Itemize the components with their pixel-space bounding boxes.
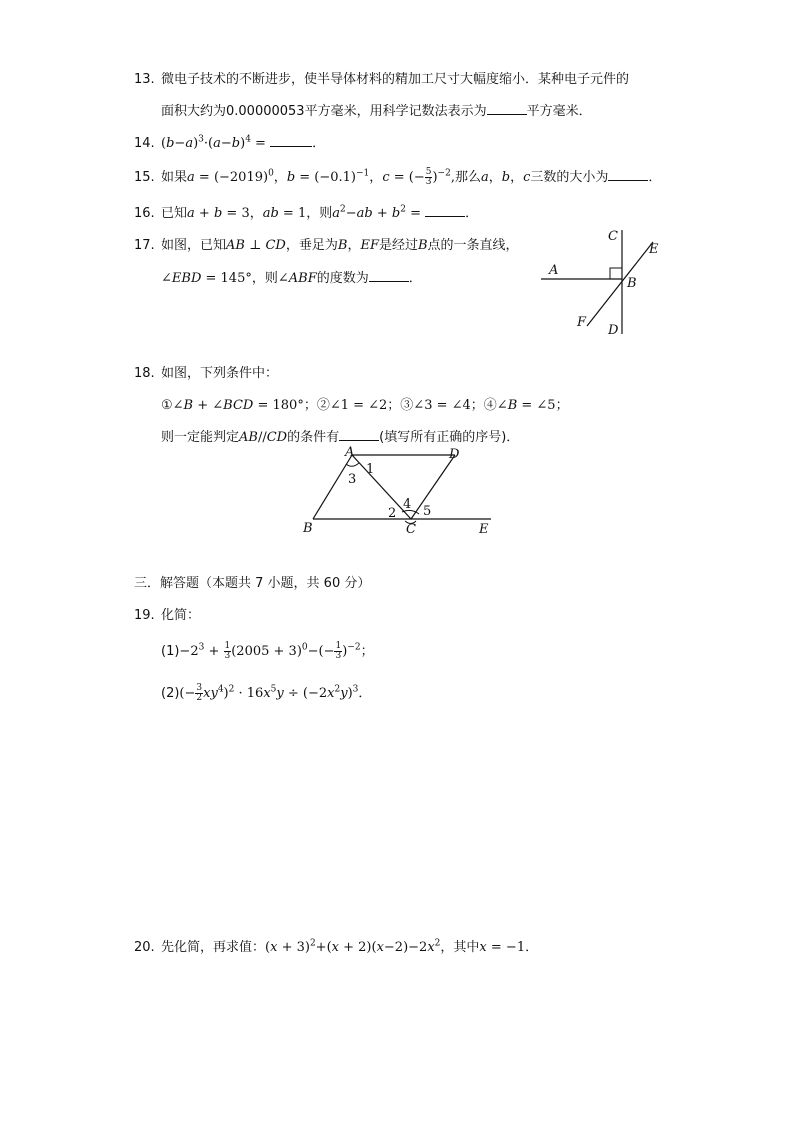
question-13 xyxy=(134,68,629,87)
label-B: B xyxy=(627,276,637,291)
angle-label-2: 2 xyxy=(388,506,397,521)
question-number: 14. xyxy=(134,136,155,151)
question-14: 14. $(b-a)^3\cdot(a-b)^4$ = ． xyxy=(134,134,326,151)
label-D: D xyxy=(449,447,460,462)
angle-label-3: 3 xyxy=(348,472,357,487)
question-text: 的度数为 xyxy=(316,271,369,286)
question-text: 面积大约为0.00000053平方毫米，用科学记数法表示为 xyxy=(161,104,487,119)
answer-blank[interactable] xyxy=(270,135,312,147)
answer-blank[interactable] xyxy=(369,270,409,282)
question-text: 那么 xyxy=(454,170,481,185)
question-number: 20. xyxy=(134,940,155,955)
formula: $(x + 3)^2+(x + 2)(x-2)-2x^2$， xyxy=(265,938,454,955)
question-text: 其中 xyxy=(453,940,480,955)
label-C: C xyxy=(608,229,618,244)
question-text: 微电子技术的不断进步，使半导体材料的精加工尺寸大幅度缩小．某种电子元件的 xyxy=(161,72,630,87)
figure-17 xyxy=(535,222,670,342)
formula: $a = (-2019)^0$，$b = (-0.1)^{-1}$，c = (− $\frac{5}{3}$ )$^{-2}$, xyxy=(187,167,455,187)
question-text: 点的一条直线， xyxy=(427,238,519,253)
label-A: A xyxy=(345,445,355,460)
question-number: 15. xyxy=(134,170,155,185)
answer-blank[interactable] xyxy=(425,205,465,217)
question-text: 已知 xyxy=(161,206,188,221)
question-text: 如图，已知 xyxy=(161,238,227,253)
question-text: 是经过 xyxy=(378,238,418,253)
question-text: 的条件有 xyxy=(287,430,340,445)
question-text: 则 xyxy=(319,206,333,221)
question-text: (填写所有正确的序号)． xyxy=(379,430,520,445)
question-text: 则一定能判定 xyxy=(161,430,240,445)
question-18-conditions: ①∠B + ∠BCD = 180°；②∠1 = ∠2；③∠3 = ∠4；④∠B = ∠5； xyxy=(161,398,569,413)
answer-blank[interactable] xyxy=(608,169,648,181)
part-label: (2) xyxy=(161,686,180,701)
question-text: 三数的大小为 xyxy=(530,170,609,185)
question-text: 先化简，再求值： xyxy=(161,940,266,955)
question-19-part1 xyxy=(161,640,374,661)
label-F: F xyxy=(577,315,587,330)
answer-blank[interactable] xyxy=(487,103,527,115)
label-C: C xyxy=(406,522,416,537)
answer-blank[interactable] xyxy=(339,429,379,441)
formula: a + b = 3，ab = 1， xyxy=(187,206,320,221)
label-B: B xyxy=(303,521,313,536)
question-15: 15. 如果$a = (-2019)^0$，$b = (-0.1)^{-1}$，c = (− $\frac{5}{3}$ )$^{-2}$,那么a，b，c三数的大小为 ． xyxy=(134,167,662,187)
label-A: A xyxy=(549,263,559,278)
question-number: 18. xyxy=(134,366,155,381)
question-18 xyxy=(134,362,278,381)
question-text: 平方毫米． xyxy=(526,104,592,119)
label-E: E xyxy=(649,242,659,257)
angle-label-5: 5 xyxy=(423,504,432,519)
section-heading: 三．解答题（本题共 7 小题，共 60 分） xyxy=(134,576,371,591)
question-number: 16. xyxy=(134,206,155,221)
question-16: 16. 已知a + b = 3，ab = 1，则$a^2-ab + b^2$ = ． xyxy=(134,204,479,221)
label-E: E xyxy=(479,522,489,537)
question-13-line2 xyxy=(161,100,592,119)
label-D: D xyxy=(608,323,619,338)
part-label: (1) xyxy=(161,644,180,659)
angle-label-1: 1 xyxy=(366,462,375,477)
question-text: 则 xyxy=(264,271,278,286)
question-text: 如图，下列条件中： xyxy=(161,366,279,381)
question-text: 垂足为 xyxy=(298,238,338,253)
question-number: 19. xyxy=(134,608,155,623)
question-text: 如果 xyxy=(161,170,188,185)
angle-label-4: 4 xyxy=(403,497,412,512)
question-number: 17. xyxy=(134,238,155,253)
question-20: 20. 先化简，再求值：$(x + 3)^2+(x + 2)(x-2)-2x^2$，其中x = −1． xyxy=(134,938,539,955)
question-17-line2: ∠EBD = 145°，则∠ABF的度数为 ． xyxy=(161,271,422,286)
question-18-line3: 则一定能判定AB//CD的条件有 (填写所有正确的序号)． xyxy=(161,430,520,445)
formula: $-2^3$ + $\frac{1}{3}$ $(2005 + 3)^0-(-$ $\frac{1}{3}$ )$^{-2}$； xyxy=(179,641,374,661)
question-number: 13. xyxy=(134,72,155,87)
question-19 xyxy=(134,604,200,623)
question-17: 17. 如图，已知AB ⊥ CD，垂足为B，EF是经过B点的一条直线， xyxy=(134,238,519,253)
figure-18 xyxy=(295,442,500,538)
formula: (− $\frac{3}{2}$ $xy^4)^2 \cdot 16x^5y \div (-2x^2y)^3$． xyxy=(179,683,372,703)
question-text: 化简： xyxy=(161,608,201,623)
formula: $(b-a)^3\cdot(a-b)^4$ = xyxy=(161,134,271,151)
question-19-part2 xyxy=(161,682,371,703)
